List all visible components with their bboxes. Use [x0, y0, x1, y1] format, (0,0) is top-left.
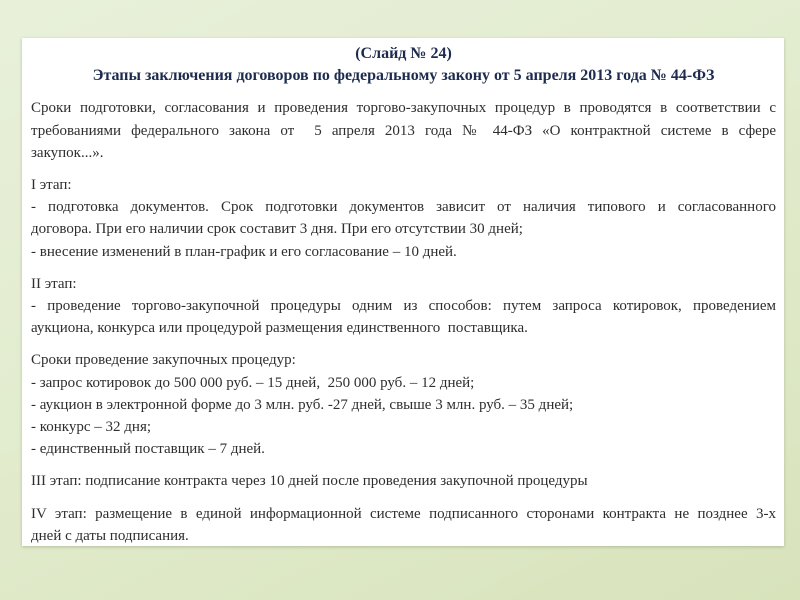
text-line: Сроки подготовки, согласования и проведения торгово-закупочных процедур в проводятся в соответствии с — [31, 100, 776, 117]
slide-body — [31, 97, 776, 547]
block-intro — [31, 97, 776, 164]
slide-heading: Этапы заключения договоров по федеральному закону от 5 апреля 2013 года № 44-ФЗ — [92, 67, 715, 85]
text-line: IV этап: размещение в единой информационной системе подписанного сторонами контракта не позднее 3-х — [31, 505, 776, 522]
text-line: - внесение изменений в план-график и его согласование – 10 дней. — [31, 243, 457, 260]
text-line: Сроки проведение закупочных процедур: — [31, 352, 296, 369]
block-stage-4 — [31, 503, 776, 547]
block-stage-3 — [31, 470, 776, 492]
text-line: требованиями федерального закона от 5 апреля 2013 года № 44-ФЗ «О контрактной системе в сфере — [31, 122, 776, 139]
text-line: - запрос котировок до 500 000 руб. – 15 дней, 250 000 руб. – 12 дней; — [31, 374, 475, 391]
text-line: III этап: подписание контракта через 10 дней после проведения закупочной процедуры — [31, 473, 588, 490]
slide-title-block — [31, 43, 776, 87]
text-line: дней с даты подписания. — [31, 527, 189, 544]
text-line: договора. При его наличии срок составит 3 дня. При его отсутствии 30 дней; — [31, 221, 523, 238]
text-line: аукциона, конкурса или процедурой размещения единственного поставщика. — [31, 320, 528, 337]
text-line: - аукцион в электронной форме до 3 млн. руб. -27 дней, свыше 3 млн. руб. – 35 дней; — [31, 396, 574, 413]
text-line: II этап: — [31, 275, 77, 292]
text-line: - проведение торгово-закупочной процедуры одним из способов: путем запроса котировок, проведением — [31, 298, 776, 315]
slide-number-label: (Слайд № 24) — [355, 45, 452, 62]
text-line: - единственный поставщик – 7 дней. — [31, 441, 265, 458]
text-line: - подготовка документов. Срок подготовки документов зависит от наличия типового и согласованного — [31, 199, 776, 216]
block-procurement-terms — [31, 349, 776, 460]
slide-content-card — [22, 38, 784, 546]
text-line: закупок...». — [31, 144, 104, 161]
text-line: - конкурс – 32 дня; — [31, 419, 152, 436]
text-line: I этап: — [31, 177, 72, 194]
block-stage-2 — [31, 273, 776, 340]
block-stage-1 — [31, 174, 776, 263]
